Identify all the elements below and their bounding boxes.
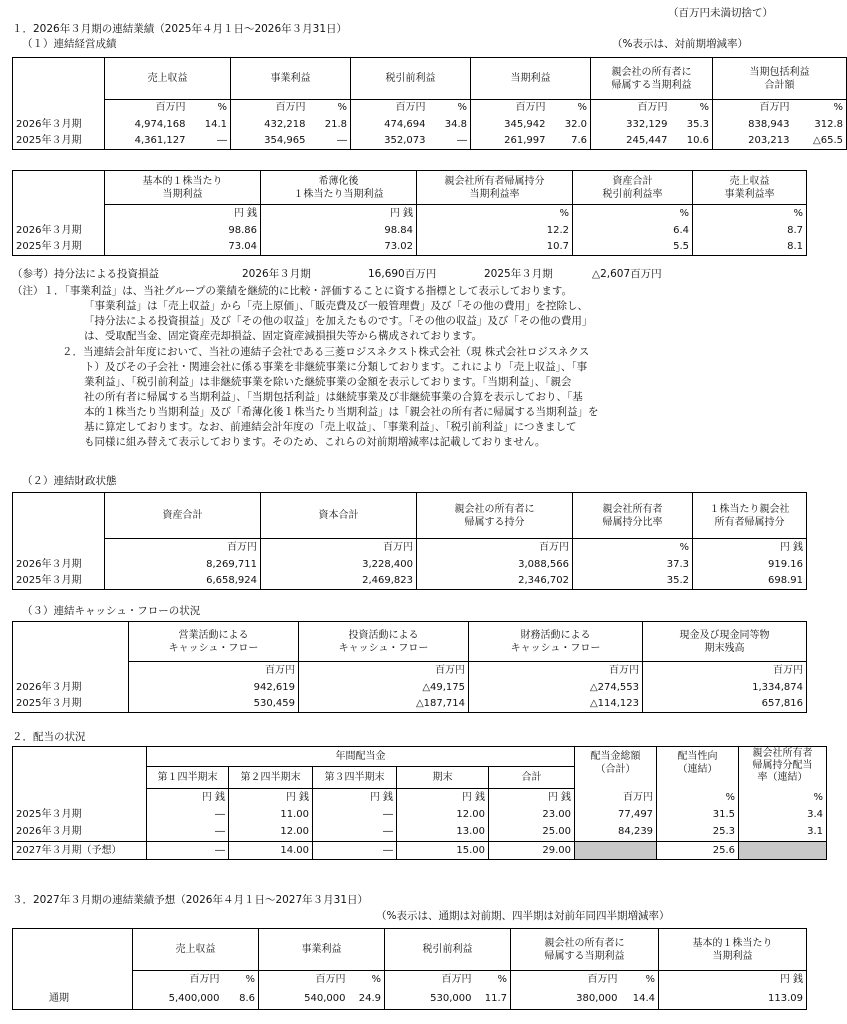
- cell: 4,361,127: [105, 133, 189, 150]
- cell: 11.00: [229, 807, 313, 824]
- sub2-title: （２）連結財政状態: [22, 475, 117, 487]
- cell: ―: [309, 133, 351, 150]
- header: 親会社所有者 帰属持分比率: [573, 493, 693, 539]
- ref-label: （参考）持分法による投資損益: [12, 268, 159, 280]
- header: 基本的１株当たり 当期利益: [659, 929, 807, 971]
- unit: %: [189, 100, 231, 117]
- unit: 百万円: [261, 539, 417, 557]
- header: １株当たり親会社 所有者帰属持分: [693, 493, 807, 539]
- ref-period-prior: 2025年３月期: [484, 268, 553, 280]
- header: 税引前利益: [351, 58, 471, 100]
- unit: 百万円: [129, 662, 299, 680]
- row-label: 通期: [13, 989, 133, 1010]
- cell: 11.7: [475, 989, 511, 1010]
- row-label: 2025年３月期: [13, 807, 147, 824]
- cell: △49,175: [299, 680, 469, 696]
- header: 資産合計 税引前利益率: [573, 171, 693, 205]
- cell: 8.1: [693, 239, 807, 256]
- group-header: 年間配当金: [147, 747, 575, 767]
- header: 投資活動による キャッシュ・フロー: [299, 622, 469, 662]
- cell: △114,123: [469, 696, 643, 713]
- header: 親会社の所有者に 帰属する当期利益: [591, 58, 713, 100]
- note-line: ２．当連結会計年度において、当社の連結子会社である三菱ロジスネクスト株式会社（現 株式会社ロジスネクス: [62, 346, 590, 358]
- cell: ―: [189, 133, 231, 150]
- cell: 942,619: [129, 680, 299, 696]
- cell: 3,228,400: [261, 557, 417, 573]
- cell: 432,218: [231, 117, 309, 133]
- cell: 4,974,168: [105, 117, 189, 133]
- unit: %: [417, 205, 573, 223]
- section3-title: ３．2027年３月期の連結業績予想（2026年４月１日～2027年３月31日）: [12, 894, 369, 906]
- row-label: 2026年３月期: [13, 680, 129, 696]
- cell: 354,965: [231, 133, 309, 150]
- cell: 113.09: [659, 989, 807, 1010]
- table-row: [13, 573, 807, 590]
- cell: ―: [147, 842, 229, 860]
- cell: 530,459: [129, 696, 299, 713]
- header: 事業利益: [231, 58, 351, 100]
- cell: 6.4: [573, 223, 693, 239]
- cell: ―: [313, 824, 397, 842]
- header: 売上収益 事業利益率: [693, 171, 807, 205]
- cell-shaded: [575, 842, 657, 860]
- table-row: [13, 824, 827, 842]
- row-label: 2025年３月期: [13, 239, 105, 256]
- unit: 百万円: [351, 100, 429, 117]
- unit: 百万円: [231, 100, 309, 117]
- unit: %: [349, 971, 385, 989]
- unit: %: [671, 100, 713, 117]
- unit: 円 銭: [659, 971, 807, 989]
- cell: 98.84: [261, 223, 417, 239]
- cell: 37.3: [573, 557, 693, 573]
- cell: 73.04: [105, 239, 261, 256]
- cell: 8.7: [693, 223, 807, 239]
- cell: 332,129: [591, 117, 671, 133]
- cell: 35.2: [573, 573, 693, 590]
- unit: 百万円: [133, 971, 223, 989]
- unit: 百万円: [471, 100, 549, 117]
- unit: 円 銭: [261, 205, 417, 223]
- cell: 84,239: [575, 824, 657, 842]
- cell: ―: [429, 133, 471, 150]
- unit: %: [223, 971, 259, 989]
- unit: %: [693, 205, 807, 223]
- table-row: [13, 680, 807, 696]
- cell: 13.00: [397, 824, 489, 842]
- cell: 73.02: [261, 239, 417, 256]
- unit-note: （百万円未満切捨て）: [668, 7, 773, 19]
- unit: 百万円: [713, 100, 793, 117]
- cell: 21.8: [309, 117, 351, 133]
- cell: 7.6: [549, 133, 591, 150]
- note-line: 基に算定しております。なお、前連結会計年度の「売上収益」、「事業利益」、「税引前利益」につきまして: [84, 421, 577, 433]
- header: 希薄化後 １株当たり当期利益: [261, 171, 417, 205]
- header: 親会社の所有者に 帰属する当期利益: [511, 929, 659, 971]
- cell: 25.6: [657, 842, 739, 860]
- cell: 5.5: [573, 239, 693, 256]
- header: 親会社の所有者に 帰属する持分: [417, 493, 573, 539]
- row-label: 2025年３月期: [13, 133, 105, 150]
- table-cash-flows: [12, 621, 807, 713]
- cell: 1,334,874: [643, 680, 807, 696]
- unit: 百万円: [259, 971, 349, 989]
- note-line: も同様に組み替えて表示しております。そのため、これらの対前期増減率は記載しておりません。: [84, 436, 546, 448]
- row-label: 2025年３月期: [13, 696, 129, 713]
- note-line: は、受取配当金、固定資産売却損益、固定資産減損損失等から構成されております。: [84, 330, 483, 342]
- row-label: 2026年３月期: [13, 223, 105, 239]
- header: 事業利益: [259, 929, 385, 971]
- cell: 203,213: [713, 133, 793, 150]
- unit: %: [549, 100, 591, 117]
- table-row: [13, 239, 807, 256]
- ref-value-prior: △2,607百万円: [592, 268, 662, 280]
- sub3-title: （３）連結キャッシュ・フローの状況: [22, 605, 201, 617]
- cell: ―: [313, 807, 397, 824]
- header: 税引前利益: [385, 929, 511, 971]
- sub1-pct-note: （%表示は、対前期増減率）: [612, 38, 748, 50]
- unit: 円 銭: [693, 539, 807, 557]
- cell: 31.5: [657, 807, 739, 824]
- sub1-title: （１）連結経営成績: [22, 38, 117, 50]
- note-line: 本的１株当たり当期利益」及び「希薄化後１株当たり当期利益」は「親会社の所有者に帰属する当期利益」を: [84, 406, 599, 418]
- header: 合計: [489, 767, 575, 789]
- cell: 6,658,924: [105, 573, 261, 590]
- unit: 円 銭: [147, 789, 229, 807]
- header: 現金及び現金同等物 期末残高: [643, 622, 807, 662]
- section3-pct-note: （%表示は、通期は対前期、四半期は対前年同四半期増減率）: [376, 910, 670, 922]
- table-row: [13, 807, 827, 824]
- cell: 35.3: [671, 117, 713, 133]
- unit: 百万円: [417, 539, 573, 557]
- unit: %: [429, 100, 471, 117]
- unit: 百万円: [299, 662, 469, 680]
- cell: 10.6: [671, 133, 713, 150]
- note-line: ト）及びその子会社・関連会社に係る事業を非継続事業に分類しております。これにより「売上収益」、「事: [84, 361, 588, 373]
- table-row: [13, 989, 807, 1010]
- header: 第３四半期末: [313, 767, 397, 789]
- header: 親会社所有者 帰属持分配当 率（連結）: [739, 747, 827, 789]
- cell: 14.1: [189, 117, 231, 133]
- note-line: 「事業利益」は「売上収益」から「売上原価」、「販売費及び一般管理費」及び「その他の費用」を控除し、: [84, 300, 588, 312]
- cell: 352,073: [351, 133, 429, 150]
- cell: △274,553: [469, 680, 643, 696]
- unit: %: [621, 971, 659, 989]
- ref-period-current: 2026年３月期: [242, 268, 311, 280]
- cell: 23.00: [489, 807, 575, 824]
- cell: 8.6: [223, 989, 259, 1010]
- table-row: [13, 223, 807, 239]
- header: 配当性向 （連結）: [657, 747, 739, 789]
- cell: 29.00: [489, 842, 575, 860]
- cell: 245,447: [591, 133, 671, 150]
- cell: 32.0: [549, 117, 591, 133]
- cell: 2,346,702: [417, 573, 573, 590]
- unit: 円 銭: [229, 789, 313, 807]
- header: 第１四半期末: [147, 767, 229, 789]
- unit: 百万円: [511, 971, 621, 989]
- unit: 百万円: [105, 539, 261, 557]
- table-row: [13, 842, 827, 860]
- cell: 24.9: [349, 989, 385, 1010]
- unit: 円 銭: [105, 205, 261, 223]
- cell: ―: [147, 807, 229, 824]
- unit: 円 銭: [397, 789, 489, 807]
- cell: 838,943: [713, 117, 793, 133]
- cell: 98.86: [105, 223, 261, 239]
- header: 当期利益: [471, 58, 591, 100]
- row-label: 2026年３月期: [13, 557, 105, 573]
- header: 配当金総額 （合計）: [575, 747, 657, 789]
- note-line: （注）１．「事業利益」は、当社グループの業績を継続的に比較・評価することに資する指標として表示しております。: [12, 285, 573, 297]
- header: 親会社所有者帰属持分 当期利益率: [417, 171, 573, 205]
- section2-title: ２．配当の状況: [12, 731, 86, 743]
- cell: 12.00: [229, 824, 313, 842]
- ref-value-current: 16,690百万円: [368, 268, 437, 280]
- unit: %: [475, 971, 511, 989]
- header: 当期包括利益 合計額: [713, 58, 847, 100]
- cell: 474,694: [351, 117, 429, 133]
- cell: △65.5: [793, 133, 847, 150]
- unit: 百万円: [643, 662, 807, 680]
- note-line: 業利益」、「税引前利益」は非継続事業を除いた継続事業の金額を表示しております。「当期利益」、「親会: [84, 376, 572, 388]
- cell: ―: [147, 824, 229, 842]
- note-line: 「持分法による投資損益」及び「その他の収益」を加えたものです。「その他の収益」及び「その他の費用」: [84, 315, 593, 327]
- cell: 25.3: [657, 824, 739, 842]
- cell: 14.4: [621, 989, 659, 1010]
- row-label: 2026年３月期: [13, 824, 147, 842]
- cell: 8,269,711: [105, 557, 261, 573]
- unit: %: [309, 100, 351, 117]
- cell: 312.8: [793, 117, 847, 133]
- unit: 百万円: [469, 662, 643, 680]
- table-row: [13, 696, 807, 713]
- cell: 77,497: [575, 807, 657, 824]
- cell: 919.16: [693, 557, 807, 573]
- header: 営業活動による キャッシュ・フロー: [129, 622, 299, 662]
- unit: 円 銭: [313, 789, 397, 807]
- row-label: 2026年３月期: [13, 117, 105, 133]
- cell: ―: [313, 842, 397, 860]
- table-row: [13, 133, 847, 150]
- unit: 円 銭: [489, 789, 575, 807]
- unit: %: [739, 789, 827, 807]
- unit: %: [573, 539, 693, 557]
- cell: 3.4: [739, 807, 827, 824]
- row-label: 2025年３月期: [13, 573, 105, 590]
- cell: 2,469,823: [261, 573, 417, 590]
- table-dividends: [12, 746, 827, 860]
- header: 財務活動による キャッシュ・フロー: [469, 622, 643, 662]
- unit: 百万円: [385, 971, 475, 989]
- header: 期末: [397, 767, 489, 789]
- cell: 12.2: [417, 223, 573, 239]
- header: 資本合計: [261, 493, 417, 539]
- cell: 12.00: [397, 807, 489, 824]
- unit: %: [657, 789, 739, 807]
- cell: 345,942: [471, 117, 549, 133]
- cell: 657,816: [643, 696, 807, 713]
- table-financial-position: [12, 492, 807, 590]
- header: 売上収益: [133, 929, 259, 971]
- table-forecast: [12, 928, 807, 1010]
- row-label: 2027年３月期（予想）: [13, 842, 147, 860]
- cell: 3,088,566: [417, 557, 573, 573]
- cell: 698.91: [693, 573, 807, 590]
- header: 第２四半期末: [229, 767, 313, 789]
- cell-shaded: [739, 842, 827, 860]
- cell: 15.00: [397, 842, 489, 860]
- cell: 25.00: [489, 824, 575, 842]
- table-per-share: [12, 170, 807, 256]
- cell: 10.7: [417, 239, 573, 256]
- table-operating-results: [12, 57, 847, 150]
- cell: 34.8: [429, 117, 471, 133]
- cell: 3.1: [739, 824, 827, 842]
- header: 基本的１株当たり 当期利益: [105, 171, 261, 205]
- cell: △187,714: [299, 696, 469, 713]
- table-row: [13, 117, 847, 133]
- unit: %: [793, 100, 847, 117]
- cell: 540,000: [259, 989, 349, 1010]
- cell: 261,997: [471, 133, 549, 150]
- header: 資産合計: [105, 493, 261, 539]
- unit: 百万円: [105, 100, 189, 117]
- cell: 14.00: [229, 842, 313, 860]
- cell: 530,000: [385, 989, 475, 1010]
- unit: 百万円: [591, 100, 671, 117]
- table-row: [13, 557, 807, 573]
- note-line: 社の所有者に帰属する当期利益」、「当期包括利益」は継続事業及び非継続事業の合算を表示しており、「基: [84, 391, 583, 403]
- cell: 5,400,000: [133, 989, 223, 1010]
- unit: 百万円: [575, 789, 657, 807]
- unit: %: [573, 205, 693, 223]
- section1-title: １．2026年３月期の連結業績（2025年４月１日～2026年３月31日）: [12, 23, 348, 35]
- header: 売上収益: [105, 58, 231, 100]
- cell: 380,000: [511, 989, 621, 1010]
